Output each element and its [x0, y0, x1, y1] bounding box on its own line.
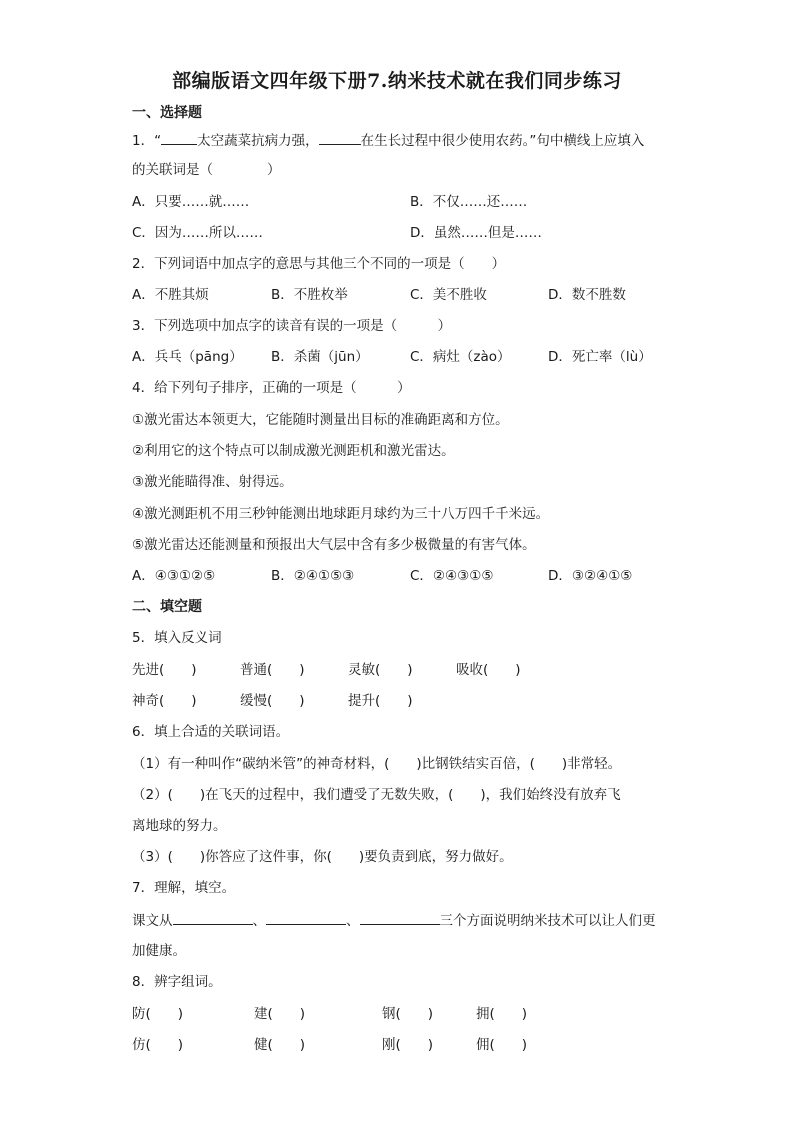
option-d[interactable]: D．数不胜数	[548, 287, 626, 303]
option-c[interactable]: C．美不胜收	[410, 287, 487, 303]
option-c[interactable]: C．病灶（zào）	[410, 349, 511, 365]
word-item[interactable]: 钢( )	[382, 1006, 434, 1022]
fill-blank[interactable]	[360, 910, 440, 925]
option-d[interactable]: D．死亡率（lù）	[548, 349, 652, 365]
option-b[interactable]: B．不胜枚举	[271, 287, 348, 303]
option-d[interactable]: D．虽然……但是……	[410, 225, 542, 241]
antonym-item[interactable]: 缓慢( )	[240, 693, 305, 709]
word-item[interactable]: 防( )	[132, 1006, 184, 1022]
word-item[interactable]: 刚( )	[382, 1037, 434, 1053]
word-item[interactable]: 佣( )	[476, 1037, 528, 1053]
option-a[interactable]: A．不胜其烦	[132, 287, 209, 303]
fill-blank[interactable]	[173, 910, 253, 925]
option-b[interactable]: B．不仅……还……	[410, 194, 528, 210]
fill-blank[interactable]	[161, 130, 197, 145]
word-item[interactable]: 健( )	[254, 1037, 306, 1053]
worksheet-page: 部编版语文四年级下册7.纳米技术就在我们同步练习 一、选择题 1．“ 太空蔬菜抗病力强， 在生长过程中很少使用农药。”句中横线上应填入 的关联词是（ ） A．只要……就…… B．不仅……还…… C．因为……所以…… D．虽然……但是…… 2．下列词语中加点字的意思与其他三个不同的一项是（ ） A．不胜其烦 B．不胜枚举 C．美不胜收 D．数不胜数 3．下列选项中加点字的读音有误的一项是（ ） A．兵乓（pāng） B．杀菌（jūn） C．病灶（zào） D．死亡率（lù） 4．给下列句子排序，正确的一项是（ ） ①激光雷达本领更大，它能随时测量出目标的准确距离和方位。 ②利用它的这个特点可以制成激光测距机和激光雷达。 ③激光能瞄得准、射得远。 ④激光测距机不用三秒钟能测出地球距月球约为三十八万四千千米远。 ⑤激光雷达还能测量和预报出大气层中含有多少极微量的有害气体。 A．④③①②⑤ B．②④①⑤③ C．②④③①⑤ D．③②④①⑤ 二、填空题 5．填入反义词 先进( ) 普通( ) 灵敏( ) 吸收( ) 神奇( ) 缓慢( ) 提升( ) 6．填上合适的关联词语。 （1）有一种叫作“碳纳米管”的神奇材料，( )比钢铁结实百倍，( )非常轻。 （2）( )在飞天的过程中，我们遭受了无数失败，( )，我们始终没有放弃飞 离地球的努力。 （3）( )你答应了这件事，你( )要负责到底，努力做好。 7．理解，填空。 课文从 、 、 三个方面说明纳米技术可以让人们更 加健康。 8．辨字组词。 防( ) 建( ) 钢( ) 拥( ) 仿( ) 健( ) 刚( ) 佣( )	[0, 0, 794, 1123]
fill-blank[interactable]	[319, 130, 361, 145]
option-d[interactable]: D．③②④①⑤	[548, 568, 633, 584]
option-c[interactable]: C．因为……所以……	[132, 225, 263, 241]
antonym-item[interactable]: 灵敏( )	[348, 662, 413, 678]
antonym-item[interactable]: 先进( )	[132, 662, 197, 678]
antonym-item[interactable]: 普通( )	[240, 662, 305, 678]
option-a[interactable]: A．④③①②⑤	[132, 568, 216, 584]
antonym-item[interactable]: 神奇( )	[132, 693, 197, 709]
antonym-item[interactable]: 吸收( )	[456, 662, 521, 678]
page-title: 部编版语文四年级下册7.纳米技术就在我们同步练习	[172, 70, 622, 92]
option-a[interactable]: A．只要……就……	[132, 194, 250, 210]
word-item[interactable]: 拥( )	[476, 1006, 528, 1022]
fill-blank[interactable]	[266, 910, 346, 925]
word-item[interactable]: 仿( )	[132, 1037, 184, 1053]
word-item[interactable]: 建( )	[254, 1006, 306, 1022]
option-c[interactable]: C．②④③①⑤	[410, 568, 494, 584]
antonym-item[interactable]: 提升( )	[348, 693, 413, 709]
option-a[interactable]: A．兵乓（pāng）	[132, 349, 243, 365]
option-b[interactable]: B．②④①⑤③	[271, 568, 355, 584]
option-b[interactable]: B．杀菌（jūn）	[271, 349, 369, 365]
